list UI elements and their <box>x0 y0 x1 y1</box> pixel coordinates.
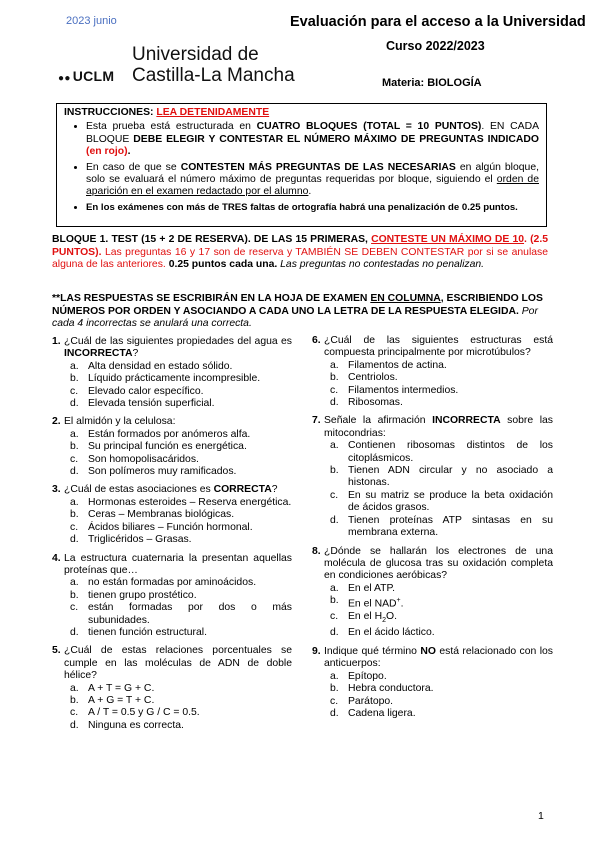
block1-description: BLOQUE 1. TEST (15 + 2 DE RESERVA). DE LAS 15 PRIMERAS, CONTESTE UN MÁXIMO DE 10. (2.5 PUNTOS). Las preguntas 16 y 17 son de reserva y TAMBIÉN SE DEBEN CONTESTAR por si se anulase alguna de las anteriores. 0.25 puntos cada una. Las preguntas no contestadas no penalizan. <box>52 234 548 271</box>
questions-right-column <box>312 335 553 726</box>
option: d. Tienen proteínas ATP sintasas en su membrana externa. <box>330 514 553 539</box>
answer-notice: **LAS RESPUESTAS SE ESCRIBIRÁN EN LA HOJA DE EXAMEN EN COLUMNA, ESCRIBIENDO LOS NÚMEROS POR ORDEN Y ASOCIANDO A CADA UNO LA LETRA DE LA RESPUESTA ELEGIDA. Por cada 4 incorrectas se anulará una correcta. <box>52 293 543 330</box>
logo-dots-icon: ●● <box>58 73 71 84</box>
university-line-2: Castilla-La Mancha <box>132 65 295 86</box>
question-3: 3. ¿Cuál de estas asociaciones es CORRECTA? a. Hormonas esteroides – Reserva energética. b. Ceras – Membranas biológicas. c. Ácidos biliares – Función hormonal. d. Triglicéridos – Grasas. <box>52 484 292 546</box>
option: c. están formadas por dos o más subunidades. <box>70 602 292 626</box>
question-1: 1. ¿Cuál de las siguientes propiedades del agua es INCORRECTA? a. Alta densidad en estado sólido. b. Líquido prácticamente incompresible. c. Elevado calor específico. d. Elevada tensión superficial. <box>52 336 292 410</box>
instructions-warning: LEA DETENIDAMENTE <box>156 107 270 118</box>
instruction-item-3: • En los exámenes con más de TRES faltas de ortografía habrá una penalización de 0.25 puntos. <box>86 202 539 214</box>
option: a. no están formadas por aminoácidos. <box>70 577 257 589</box>
option: a. Hormonas esteroides – Reserva energética. <box>70 496 292 508</box>
question-7: 7. Señale la afirmación INCORRECTA sobre las mitocondrias: a. Contienen ribosomas distintos de los citoplásmicos. b. Tienen ADN circular y no asociado a histonas. c. En su matriz se produce la beta oxidación de ácidos grasos. d. Tienen proteínas ATP sintasas en su membrana externa. <box>312 415 553 539</box>
option: c. En su matriz se produce la beta oxidación de ácidos grasos. <box>330 489 553 514</box>
question-5: 5. ¿Cuál de estas relaciones porcentuales se cumple en las moléculas de ADN de doble hélice? a. A + T = G + C. b. A + G = T + C. c. A / T = 0.5 y G / C = 0.5. d. Ninguna es correcta. <box>52 645 292 731</box>
option: c. Ácidos biliares – Función hormonal. <box>70 521 253 533</box>
option: d. Elevada tensión superficial. <box>70 398 215 410</box>
option: b. Líquido prácticamente incompresible. <box>70 373 261 385</box>
option: b. tienen grupo prostético. <box>70 589 197 601</box>
instruction-item-2: • En caso de que se CONTESTEN MÁS PREGUNTAS DE LAS NECESARIAS en algún bloque, solo se evaluará el número máximo de preguntas requeridas por bloque, siguiendo el orden de aparición en el examen redactado por el alumno. <box>86 162 539 199</box>
question-4: 4. La estructura cuaternaria la presentan aquellas proteínas que… a. no están formadas por aminoácidos. b. tienen grupo prostético. c. están formadas por dos o más subunidades. d. tienen función estructural. <box>52 552 292 638</box>
option: d. tienen función estructural. <box>70 626 207 638</box>
option: a. Epítopo. <box>330 670 387 682</box>
instructions-box <box>56 103 547 227</box>
option: b. En el NAD+. <box>330 595 404 610</box>
option: a. Alta densidad en estado sólido. <box>70 360 233 372</box>
university-name <box>132 44 295 86</box>
option: c. Son homopolisacáridos. <box>70 453 199 465</box>
option: b. Tienen ADN circular y no asociado a histonas. <box>330 465 553 489</box>
option: c. Filamentos intermedios. <box>330 384 459 396</box>
option: d. Son polímeros muy ramificados. <box>70 466 237 478</box>
option: c. A / T = 0.5 y G / C = 0.5. <box>70 707 200 719</box>
questions-left-column <box>52 336 292 738</box>
option: b. A + G = T + C. <box>70 694 155 706</box>
option: a. A + T = G + C. <box>70 682 155 694</box>
logo-text: UCLM <box>72 68 115 84</box>
option: d. Cadena ligera. <box>330 707 416 719</box>
option: a. Están formados por anómeros alfa. <box>70 428 251 440</box>
instructions-list <box>64 121 539 214</box>
option: b. Su principal función es energética. <box>70 441 247 453</box>
option: d. Ninguna es correcta. <box>70 719 184 731</box>
question-9: 9. Indique qué término NO está relacionado con los anticuerpos: a. Epítopo. b. Hebra conductora. c. Parátopo. d. Cadena ligera. <box>312 645 553 719</box>
option: d. Ribosomas. <box>330 397 403 409</box>
option: c. Parátopo. <box>330 695 394 707</box>
university-line-1: Universidad de <box>132 44 259 65</box>
option: a. Contienen ribosomas distintos de los citoplásmicos. <box>330 440 553 464</box>
page-number: 1 <box>538 810 544 822</box>
question-8: 8. ¿Dónde se hallarán los electrones de una molécula de glucosa tras su oxidación completa en condiciones aeróbicas? a. En el ATP. b. En el NAD+. c. En el $H_2O$. d. En el ácido láctico. <box>312 545 553 639</box>
question-6: 6. ¿Cuál de las siguientes estructuras está compuesta principalmente por microtúbulos? a. Filamentos de actina. b. Centriolos. c. Filamentos intermedios. d. Ribosomas. <box>312 335 553 409</box>
instructions-title <box>64 107 539 119</box>
exam-title: Evaluación para el acceso a la Universidad <box>290 14 586 30</box>
option: d. En el ácido láctico. <box>330 627 435 639</box>
question-2: 2. El almidón y la celulosa: a. Están formados por anómeros alfa. b. Su principal función es energética. c. Son homopolisacáridos. d. Son polímeros muy ramificados. <box>52 416 292 478</box>
option: a. En el ATP. <box>330 582 395 594</box>
option: a. Filamentos de actina. <box>330 359 447 371</box>
instructions-label: INSTRUCCIONES: <box>64 107 154 118</box>
option: d. Triglicéridos – Grasas. <box>70 534 192 546</box>
uclm-logo <box>58 68 114 84</box>
option: c. Elevado calor específico. <box>70 385 204 397</box>
option: b. Centriolos. <box>330 372 398 384</box>
instruction-item-1: • Esta prueba está estructurada en CUATRO BLOQUES (TOTAL = 10 PUNTOS). EN CADA BLOQUE DEBE ELEGIR Y CONTESTAR EL NÚMERO MÁXIMO DE PREGUNTAS INDICADO (en rojo). <box>86 121 539 158</box>
option: b. Ceras – Membranas biológicas. <box>70 509 235 521</box>
exam-subject: Materia: BIOLOGÍA <box>382 77 482 89</box>
option: b. Hebra conductora. <box>330 683 434 695</box>
exam-date: 2023 junio <box>66 15 117 27</box>
exam-course: Curso 2022/2023 <box>386 39 485 53</box>
option: c. En el $H_2O$. <box>330 611 397 625</box>
